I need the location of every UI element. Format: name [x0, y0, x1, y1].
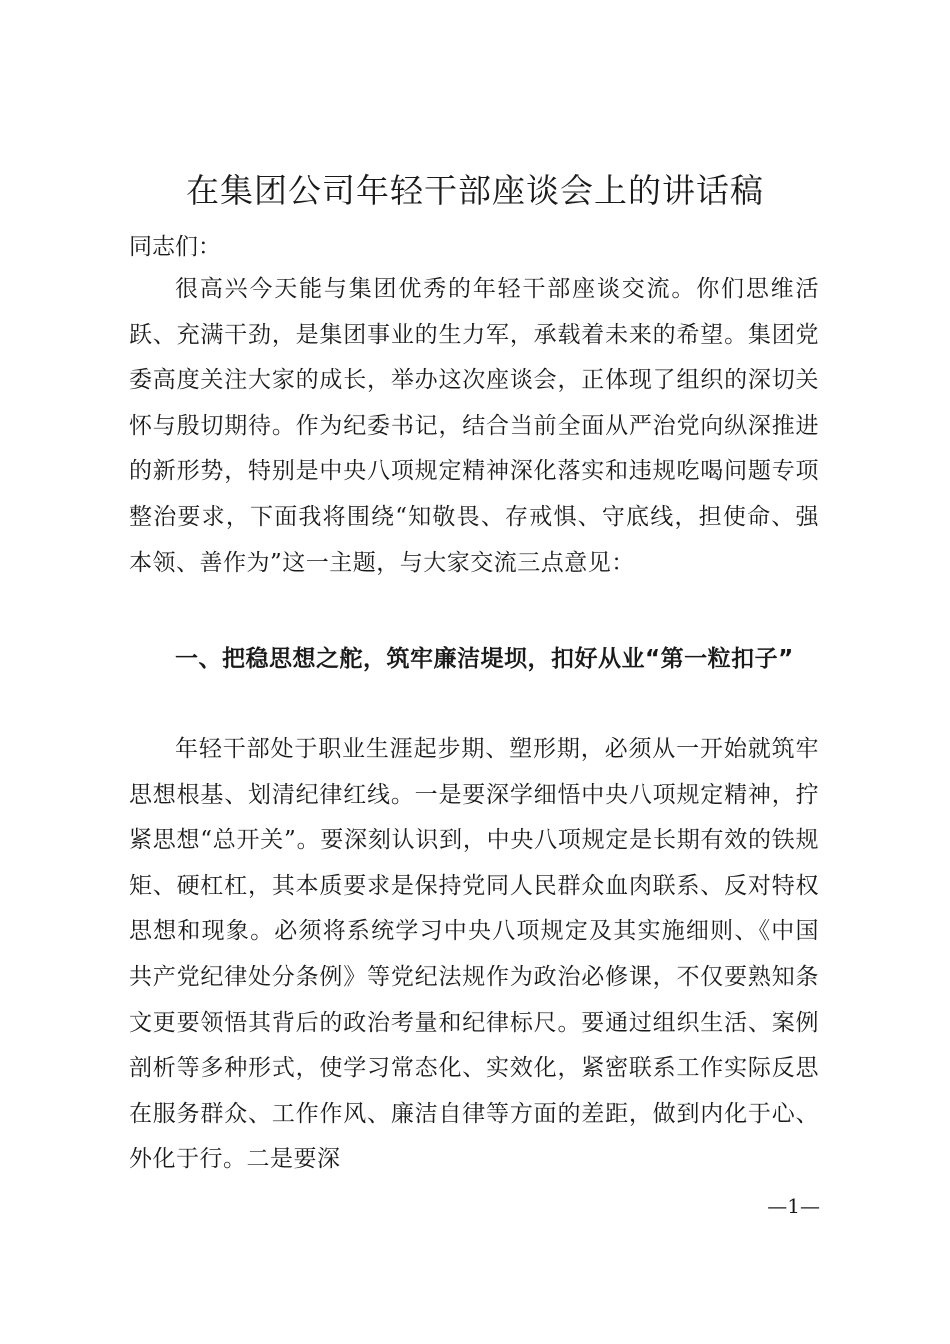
- section-heading-1: 一、把稳思想之舵，筑牢廉洁堤坝，扣好从业“第一粒扣子”: [175, 646, 794, 672]
- page-number: —1—: [767, 1194, 820, 1218]
- document-title: 在集团公司年轻干部座谈会上的讲话稿: [186, 171, 764, 210]
- section-1-paragraph: 年轻干部处于职业生涯起步期、塑形期，必须从一开始就筑牢思想根基、划清纪律红线。一是要深学细悟中央八项规定精神，拧紧思想“总开关”。要深刻认识到，中央八项规定是长期有效的铁规矩、硬杠杠，其本质要求是保持党同人民群众血肉联系、反对特权思想和现象。必须将系统学习中央八项规定及其实施细则、《中国共产党纪律处分条例》等党纪法规作为政治必修课，不仅要熟知条文更要领悟其背后的政治考量和纪律标尺。要通过组织生活、案例剖析等多种形式，使学习常态化、实效化，紧密联系工作实际反思在服务群众、工作作风、廉洁自律等方面的差距，做到内化于心、外化于行。二是要深: [129, 736, 819, 1173]
- salutation: 同志们：: [129, 234, 221, 260]
- opening-paragraph: 很高兴今天能与集团优秀的年轻干部座谈交流。你们思维活跃、充满干劲，是集团事业的生力军，承载着未来的希望。集团党委高度关注大家的成长，举办这次座谈会，正体现了组织的深切关怀与殷切期待。作为纪委书记，结合当前全面从严治党向纵深推进的新形势，特别是中央八项规定精神深化落实和违规吃喝问题专项整治要求，下面我将围绕“知敬畏、存戒惧、守底线，担使命、强本领、善作为”这一主题，与大家交流三点意见：: [129, 276, 819, 576]
